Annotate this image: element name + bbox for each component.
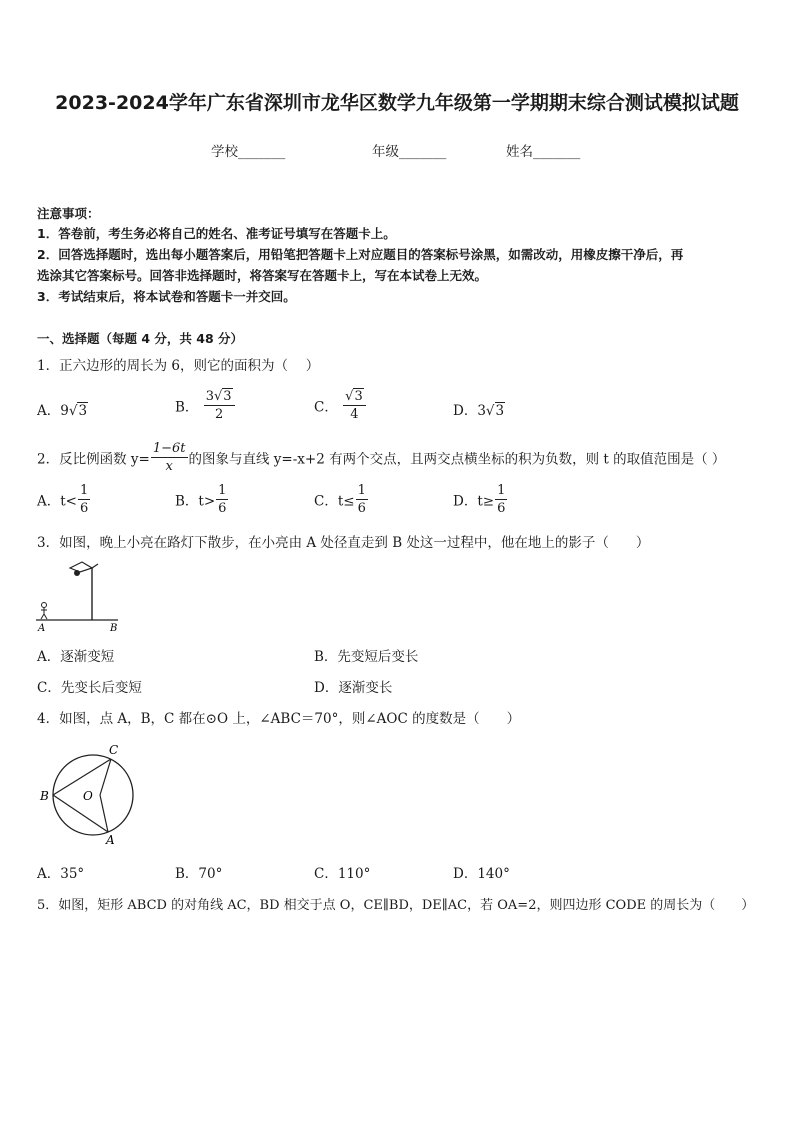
q2-option-c-label: C．t≤ bbox=[314, 493, 355, 510]
figure-point-a: A bbox=[38, 623, 46, 634]
q1-b-den: 2 bbox=[204, 405, 235, 421]
name-blank: _______ bbox=[533, 144, 581, 160]
q3-option-c: C．先变长后变短 bbox=[37, 680, 142, 696]
q2-option-a-label: A．t< bbox=[37, 493, 77, 510]
name-field bbox=[506, 140, 580, 160]
q2-b-num: 1 bbox=[218, 483, 227, 498]
q1-d-coef: 3 bbox=[477, 403, 486, 419]
question-5-stem: 5．如图，矩形 ABCD 的对角线 AC，BD 相交于点 O，CE∥BD，DE∥AC，若 OA=2，则四边形 CODE 的周长为（ ） bbox=[37, 898, 755, 913]
q2-d-den: 6 bbox=[497, 501, 506, 516]
q2-a-num: 1 bbox=[80, 483, 89, 498]
page-title: 2023-2024学年广东省深圳市龙华区数学九年级第一学期期末综合测试模拟试题 bbox=[55, 92, 739, 114]
person-head bbox=[42, 603, 47, 608]
note-3: 3．考试结束后，将本试卷和答题卡一并交回。 bbox=[37, 289, 296, 304]
q2-stem-suffix: 的图象与直线 y=-x+2 有两个交点，且两交点横坐标的积为负数，则 t 的取值范围是（ ） bbox=[188, 451, 726, 468]
q1-option-d bbox=[453, 399, 505, 419]
sqrt-symbol: √ bbox=[214, 389, 223, 404]
q2-d-num: 1 bbox=[497, 483, 506, 498]
question-2-stem bbox=[37, 442, 725, 473]
person-leg-left bbox=[41, 614, 44, 619]
question-4-stem: 4．如图，点 A，B，C 都在⊙O 上，∠ABC＝70°，则∠AOC 的度数是（ ） bbox=[37, 711, 521, 727]
q2-stem-prefix: 2．反比例函数 y= bbox=[37, 451, 150, 468]
school-blank: _______ bbox=[238, 144, 286, 160]
q4-option-a: A．35° bbox=[37, 866, 85, 882]
q3-option-d: D．逐渐变长 bbox=[314, 680, 393, 696]
segment-oa bbox=[100, 795, 108, 832]
q1-option-a bbox=[37, 399, 88, 419]
school-field bbox=[211, 140, 285, 160]
lamp-head bbox=[70, 562, 92, 572]
street-lamp-figure bbox=[34, 558, 124, 634]
grade-blank: _______ bbox=[399, 144, 447, 160]
q4-option-d: D．140° bbox=[453, 866, 510, 882]
q1-option-a-label: A． bbox=[37, 403, 61, 419]
section-heading: 一、选择题（每题 4 分，共 48 分） bbox=[37, 331, 244, 346]
q1-b-num-coef: 3 bbox=[205, 389, 214, 404]
q2-a-den: 6 bbox=[80, 501, 89, 516]
sqrt-symbol: √ bbox=[485, 403, 495, 419]
q1-option-c bbox=[314, 390, 367, 421]
q2-c-den: 6 bbox=[357, 501, 366, 516]
q2-d-fraction bbox=[495, 484, 507, 515]
q2-b-den: 6 bbox=[218, 501, 227, 516]
q2-option-d bbox=[453, 484, 508, 515]
q1-option-d-label: D． bbox=[453, 403, 478, 419]
sqrt-symbol: √ bbox=[345, 389, 354, 404]
q2-option-d-label: D．t≥ bbox=[453, 493, 495, 510]
q1-d-radicand: 3 bbox=[495, 403, 505, 419]
question-1-stem: 1．正六边形的周长为 6，则它的面积为（ ） bbox=[37, 358, 320, 374]
q1-option-b-label: B． bbox=[175, 399, 199, 416]
lamp-bulb bbox=[74, 570, 80, 576]
q2-option-b bbox=[175, 484, 229, 515]
q1-option-c-label: C． bbox=[314, 399, 338, 416]
q2-frac-den: x bbox=[151, 457, 188, 473]
q1-c-radicand: 3 bbox=[354, 389, 363, 404]
q1-option-b bbox=[175, 390, 236, 421]
q1-a-coef: 9 bbox=[60, 403, 69, 419]
note-1: 1．答卷前，考生务必将自己的姓名、准考证号填写在答题卡上。 bbox=[37, 226, 396, 241]
circle-point-b: B bbox=[40, 789, 49, 803]
q2-function-fraction bbox=[151, 442, 188, 473]
q2-b-fraction bbox=[216, 484, 228, 515]
q2-c-fraction bbox=[356, 484, 368, 515]
notes-heading: 注意事项： bbox=[37, 206, 100, 221]
q2-frac-num: 1−6t bbox=[152, 441, 186, 456]
note-2-line-1: 2．回答选择题时，选出每小题答案后，用铅笔把答题卡上对应题目的答案标号涂黑，如需改动，用橡皮擦干净后，再 bbox=[37, 247, 684, 262]
q3-option-b: B．先变短后变长 bbox=[314, 649, 419, 665]
school-label: 学校 bbox=[211, 144, 238, 160]
q4-option-b: B．70° bbox=[175, 866, 223, 882]
segment-bc bbox=[53, 759, 111, 795]
circle-o bbox=[53, 755, 133, 835]
q1-c-den: 4 bbox=[343, 405, 366, 421]
q2-option-c bbox=[314, 484, 369, 515]
segment-ba bbox=[53, 795, 108, 832]
note-2-line-2: 选涂其它答案标号。回答非选择题时，将答案写在答题卡上，写在本试卷上无效。 bbox=[37, 268, 488, 283]
q3-option-a: A．逐渐变短 bbox=[37, 649, 115, 665]
circle-point-a: A bbox=[106, 833, 115, 847]
q2-c-num: 1 bbox=[357, 483, 366, 498]
question-3-stem: 3．如图，晚上小亮在路灯下散步，在小亮由 A 处径直走到 B 处这一过程中，他在地上的影子（ ） bbox=[37, 535, 650, 551]
grade-label: 年级 bbox=[372, 144, 399, 160]
sqrt-symbol: √ bbox=[68, 403, 78, 419]
q2-option-a bbox=[37, 484, 91, 515]
q1-a-radicand: 3 bbox=[78, 403, 88, 419]
circle-point-c: C bbox=[109, 743, 119, 757]
lamp-top bbox=[92, 564, 98, 568]
figure-point-b: B bbox=[110, 623, 118, 634]
name-label: 姓名 bbox=[506, 144, 533, 160]
q4-option-c: C．110° bbox=[314, 866, 371, 882]
q2-a-fraction bbox=[78, 484, 90, 515]
circle-center-o: O bbox=[83, 789, 93, 803]
q1-b-fraction bbox=[204, 390, 235, 421]
q1-c-fraction bbox=[343, 390, 366, 421]
q1-b-radicand: 3 bbox=[223, 389, 232, 404]
circle-figure bbox=[36, 740, 136, 848]
person-leg-right bbox=[44, 614, 47, 619]
grade-field bbox=[372, 140, 446, 160]
q2-option-b-label: B．t> bbox=[175, 493, 216, 510]
